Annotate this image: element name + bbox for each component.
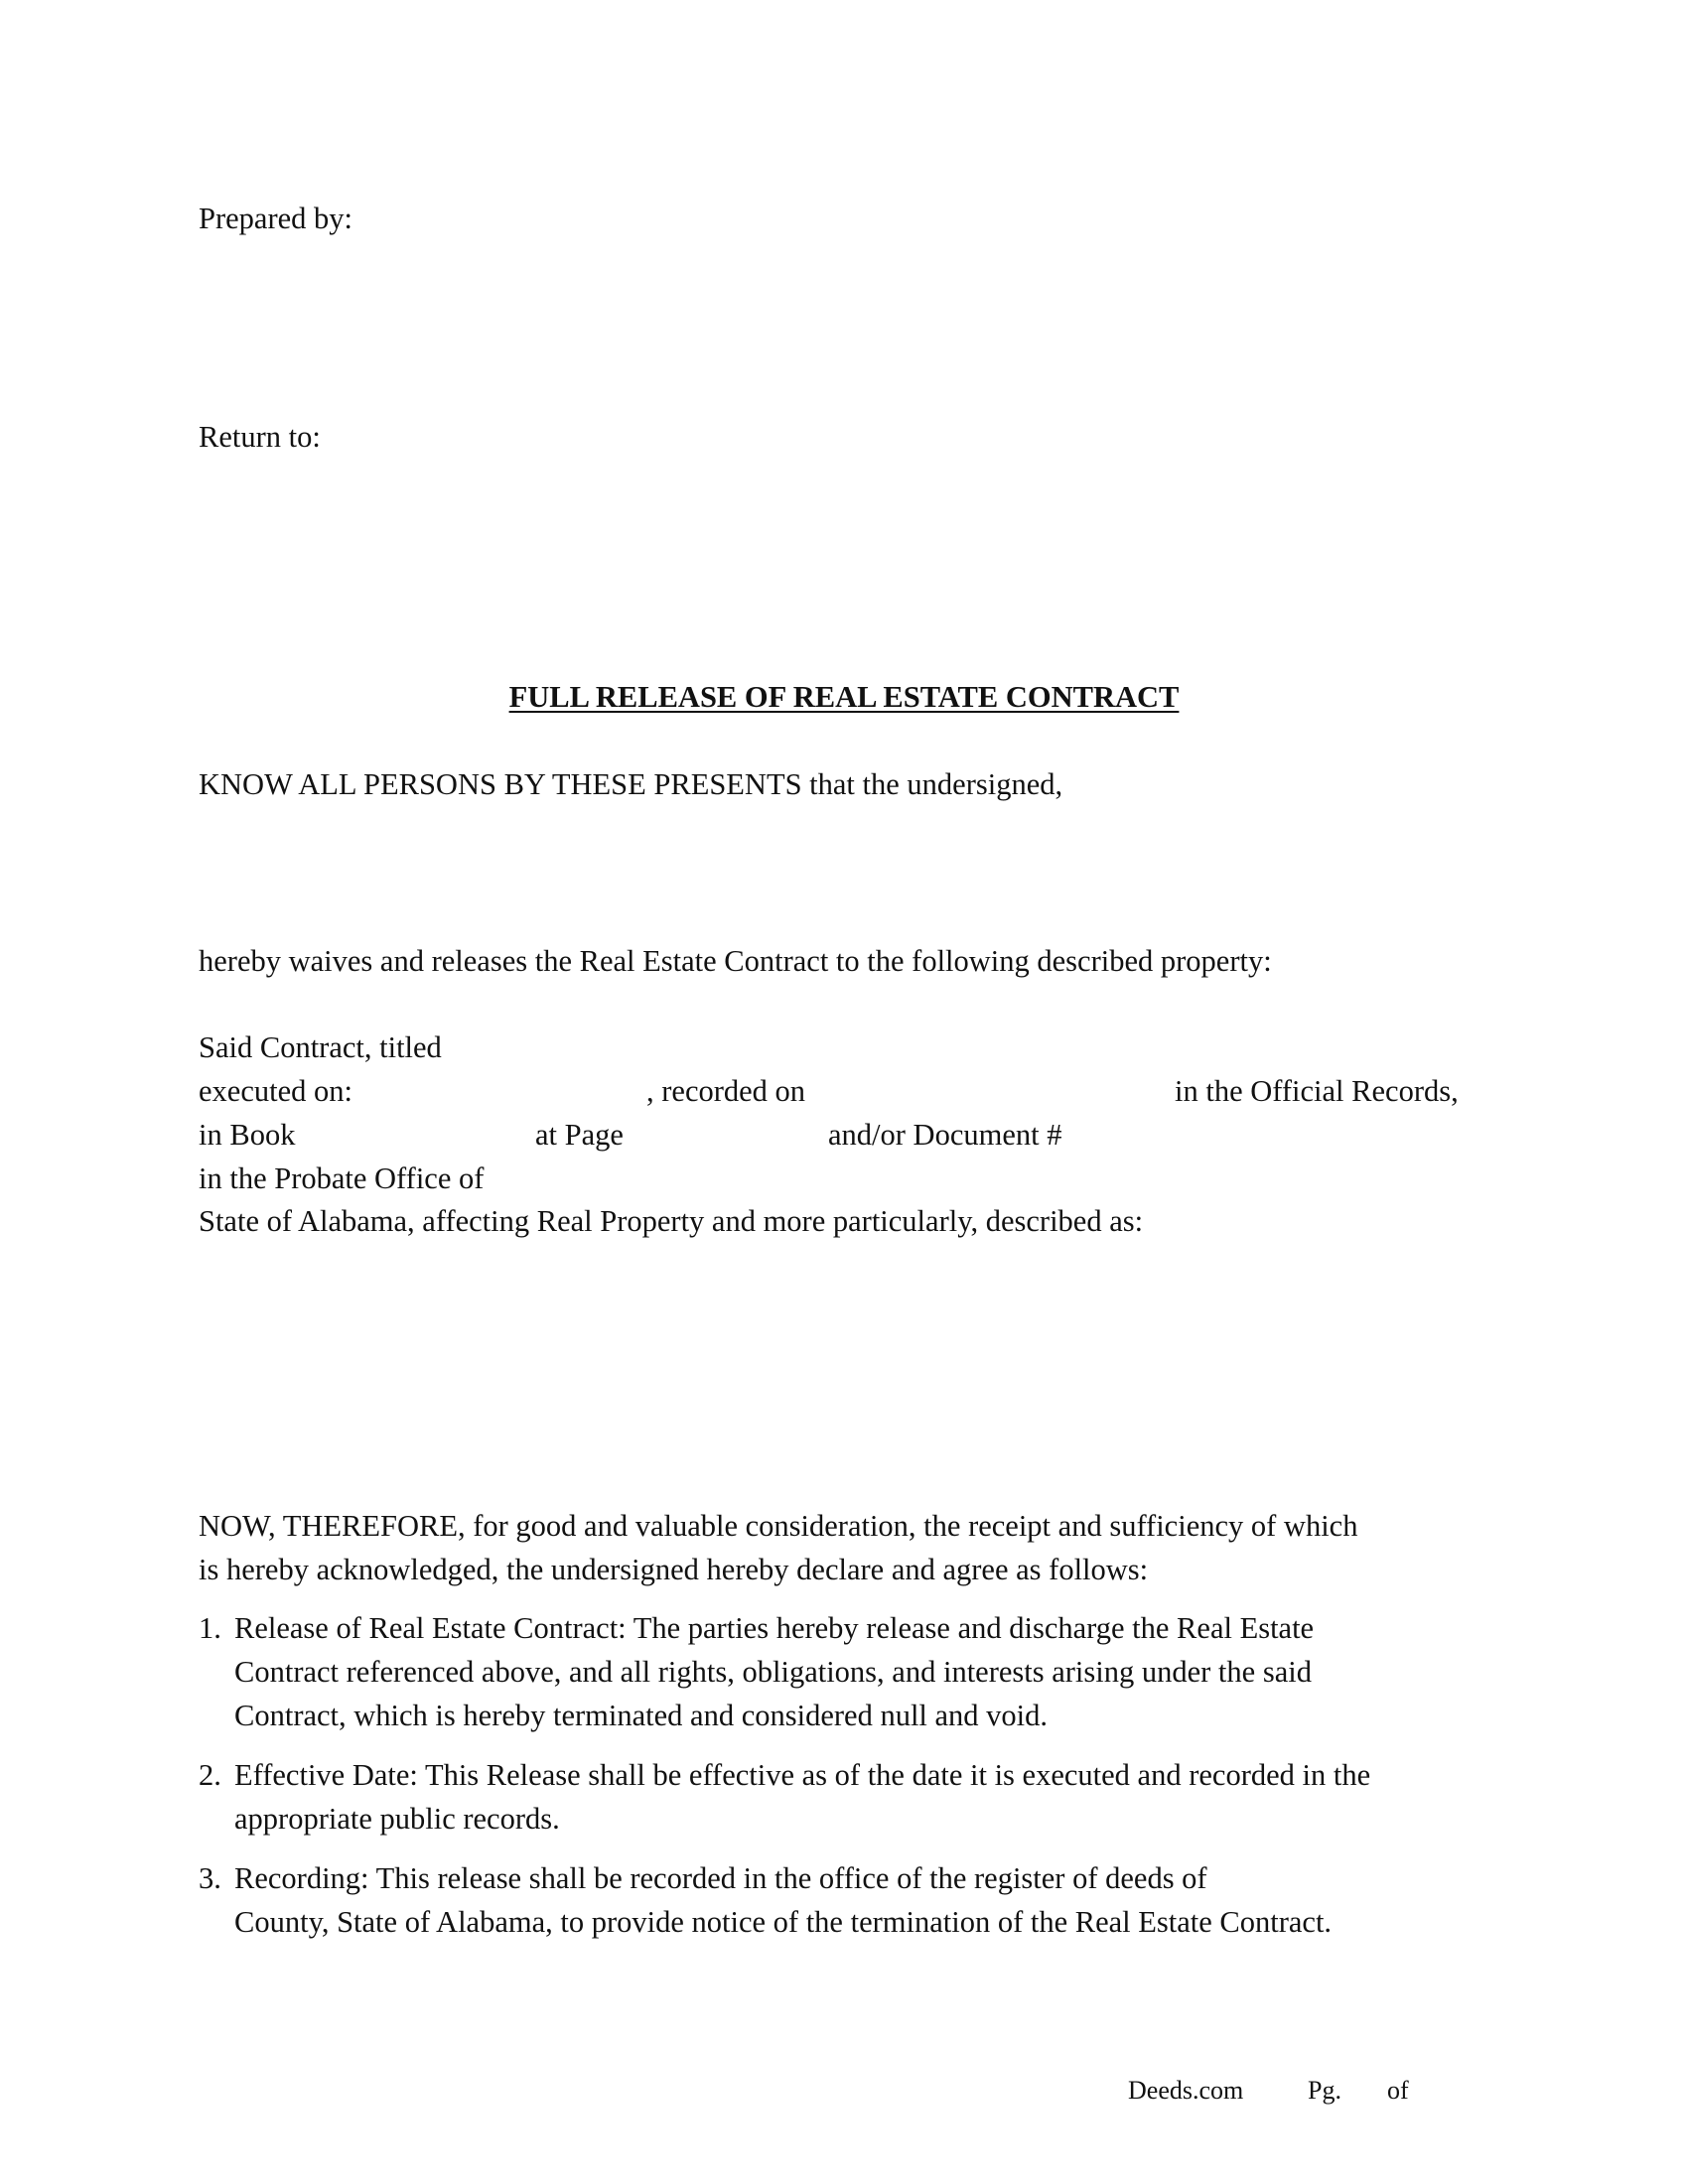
consideration-line-2: is hereby acknowledged, the undersigned hereby declare and agree as follows: [199, 1553, 1149, 1586]
item-1-line-3: Contract, which is hereby terminated and considered null and void. [234, 1699, 1049, 1732]
document-number-label: and/or Document # [828, 1118, 1062, 1152]
intro-statement: KNOW ALL PERSONS BY THESE PRESENTS that the undersigned, [199, 767, 1063, 801]
probate-office-label: in the Probate Office of [199, 1161, 485, 1195]
page-label: at Page [535, 1118, 624, 1152]
executed-on-label: executed on: [199, 1074, 352, 1108]
item-3-line-1: Recording: This release shall be recorded in the office of the register of deeds of [234, 1861, 1207, 1895]
item-3-number: 3. [199, 1861, 221, 1895]
book-label: in Book [199, 1118, 296, 1152]
item-3-line-2: County, State of Alabama, to provide notice of the termination of the Real Estate Contract. [234, 1905, 1333, 1939]
official-records-label: in the Official Records, [1175, 1074, 1459, 1108]
document-title: FULL RELEASE OF REAL ESTATE CONTRACT [508, 680, 1180, 714]
state-description-label: State of Alabama, affecting Real Property and more particularly, described as: [199, 1204, 1144, 1238]
footer-of-label: of [1387, 2076, 1409, 2105]
item-2-line-2: appropriate public records. [234, 1802, 560, 1836]
item-1-number: 1. [199, 1611, 221, 1645]
item-2-line-1: Effective Date: This Release shall be effective as of the date it is executed and recorded in the [234, 1758, 1371, 1792]
footer-site: Deeds.com [1128, 2076, 1244, 2105]
item-2-number: 2. [199, 1758, 221, 1792]
prepared-by-label: Prepared by: [199, 202, 352, 235]
waiver-statement: hereby waives and releases the Real Estate Contract to the following described property: [199, 944, 1272, 978]
item-1-line-2: Contract referenced above, and all rights, obligations, and interests arising under the said [234, 1655, 1312, 1689]
recorded-on-label: , recorded on [646, 1074, 806, 1108]
item-1-line-1: Release of Real Estate Contract: The parties hereby release and discharge the Real Estate [234, 1611, 1315, 1645]
footer-page-label: Pg. [1308, 2076, 1341, 2105]
return-to-label: Return to: [199, 420, 321, 454]
consideration-line-1: NOW, THEREFORE, for good and valuable consideration, the receipt and sufficiency of which [199, 1509, 1358, 1543]
contract-titled-label: Said Contract, titled [199, 1030, 442, 1064]
